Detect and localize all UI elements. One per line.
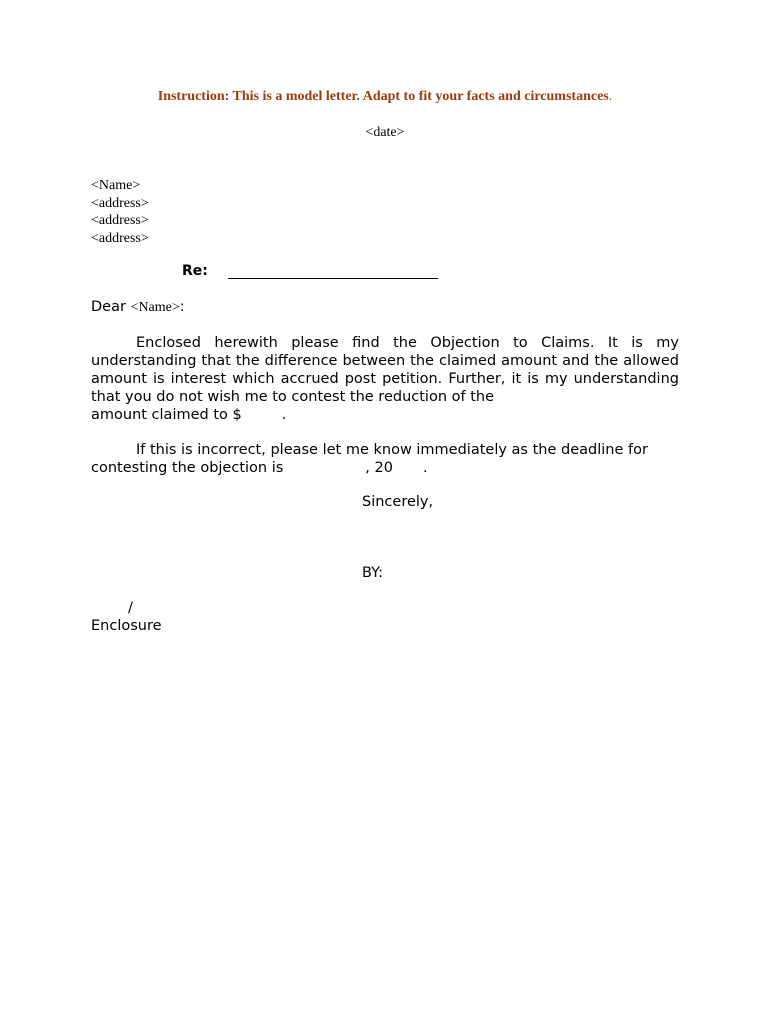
- paragraph-last-line: [91, 459, 679, 477]
- closing: Sincerely,: [362, 494, 434, 510]
- deadline-period: .: [422, 460, 428, 476]
- recipient-address-block: [91, 177, 149, 247]
- re-label: Re:: [182, 263, 208, 279]
- paragraph-deadline-notice: [91, 441, 679, 477]
- paragraph-last-line: [91, 406, 679, 424]
- salutation-suffix: :: [179, 299, 185, 315]
- salutation: [91, 299, 185, 316]
- letter-date: <date>: [365, 125, 405, 140]
- amount-claimed-label: amount claimed to $: [91, 407, 242, 423]
- recipient-address-line: <address>: [91, 230, 149, 246]
- amount-period: .: [281, 407, 287, 423]
- instruction-text: Instruction: This is a model letter. Adapt to fit your facts and circumstances: [157, 89, 609, 104]
- salutation-name: <Name>: [130, 300, 180, 315]
- recipient-address-line: <address>: [91, 195, 149, 211]
- signature-by-label: BY:: [362, 565, 383, 581]
- deadline-year-prefix: , 20: [365, 460, 393, 476]
- deadline-label: contesting the objection is: [91, 460, 284, 476]
- paragraph-objection-notice: [91, 334, 679, 424]
- instruction-note: [0, 89, 770, 105]
- instruction-period: .: [608, 89, 613, 104]
- re-subject-blank: [228, 278, 438, 279]
- salutation-prefix: Dear: [91, 299, 131, 315]
- typist-initials: /: [128, 600, 133, 616]
- paragraph-body: If this is incorrect, please let me know immediately as the deadline for: [136, 442, 648, 458]
- paragraph-body: Enclosed herewith please find the Objection to Claims. It is my understanding that the difference between the claimed amount and the allowed amount is interest which accrued post petition. Further, it is my understanding that you do not wish me to contest the reduction of the: [91, 335, 679, 405]
- enclosure-note: Enclosure: [91, 618, 162, 634]
- recipient-name: <Name>: [91, 178, 141, 193]
- recipient-address-line: <address>: [91, 213, 149, 228]
